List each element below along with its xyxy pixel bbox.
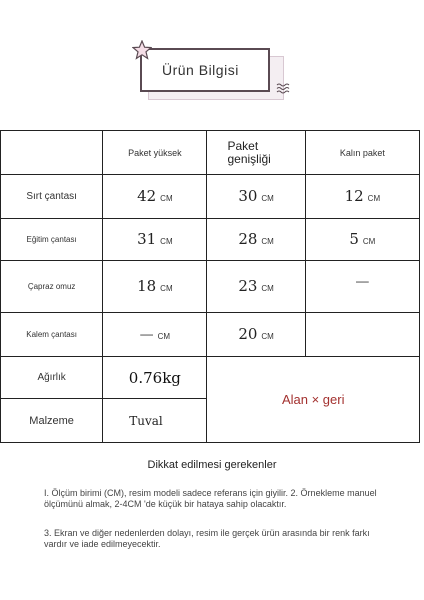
cell-width: 30 CM bbox=[207, 175, 305, 219]
column-header-thickness: Kalın paket bbox=[305, 131, 419, 175]
page-title: Ürün Bilgisi bbox=[162, 62, 239, 78]
cell-height: 18 CM bbox=[103, 261, 207, 313]
note-item: 3. Ekran ve diğer nedenlerden dolayı, resim ile gerçek ürün arasında bir renk farkı vardır ve iade edilmeyecektir. bbox=[44, 528, 370, 549]
notes-title: Dikkat edilmesi gerekenler bbox=[147, 459, 277, 471]
material-value: Tuval bbox=[103, 399, 207, 443]
cell-height: — CM bbox=[103, 313, 207, 357]
table-row bbox=[1, 219, 420, 261]
column-header-height: Paket yüksek bbox=[103, 131, 207, 175]
star-icon bbox=[132, 40, 152, 60]
wave-icon bbox=[276, 82, 292, 94]
title-card bbox=[140, 48, 290, 104]
weight-row bbox=[1, 357, 420, 399]
table-header-row bbox=[1, 131, 420, 175]
column-header-width: Paket genişliği bbox=[207, 131, 305, 175]
table-corner-cell bbox=[1, 131, 103, 175]
table-row bbox=[1, 313, 420, 357]
note-item: I. Ölçüm birimi (CM), resim modeli sadece referans için giyilir. 2. Örnekleme manuel ölçümünü almak, 2-4CM 'de küçük bir hataya sahip olacaktır. bbox=[44, 488, 377, 509]
cell-thickness: — bbox=[305, 261, 419, 313]
weight-value: 0.76kg bbox=[103, 357, 207, 399]
cell-height: 42 CM bbox=[103, 175, 207, 219]
size-table bbox=[0, 130, 420, 443]
cell-width: 23 CM bbox=[207, 261, 305, 313]
weight-label: Ağırlık bbox=[1, 357, 103, 399]
table-row bbox=[1, 175, 420, 219]
cell-thickness bbox=[305, 313, 419, 357]
size-note: Alan × geri bbox=[207, 357, 420, 443]
table-row bbox=[1, 261, 420, 313]
cell-thickness: 12 CM bbox=[305, 175, 419, 219]
row-label: Kalem çantası bbox=[1, 313, 103, 357]
row-label: Sırt çantası bbox=[1, 175, 103, 219]
title-card-box bbox=[140, 48, 270, 92]
cell-width: 20 CM bbox=[207, 313, 305, 357]
cell-height: 31 CM bbox=[103, 219, 207, 261]
row-label: Eğitim çantası bbox=[1, 219, 103, 261]
row-label: Çapraz omuz bbox=[1, 261, 103, 313]
cell-thickness: 5 CM bbox=[305, 219, 419, 261]
material-label: Malzeme bbox=[1, 399, 103, 443]
cell-width: 28 CM bbox=[207, 219, 305, 261]
